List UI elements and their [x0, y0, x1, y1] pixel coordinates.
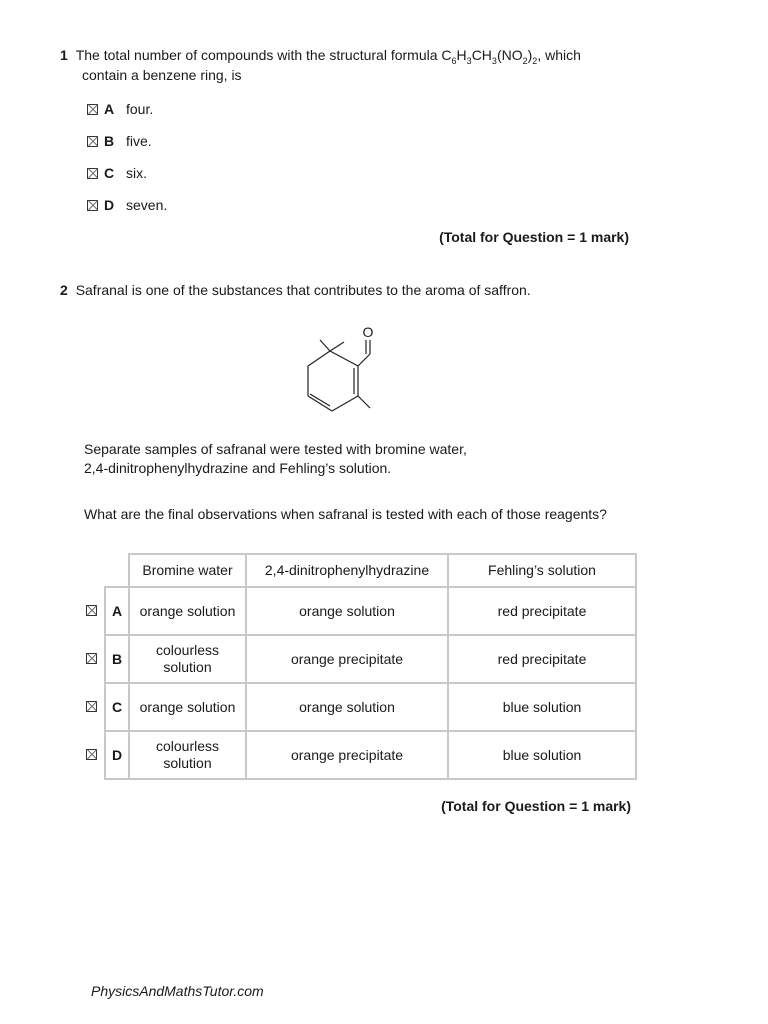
table-cell: orange solution: [129, 683, 246, 731]
option-letter: A: [105, 587, 129, 635]
table-cell: blue solution: [448, 683, 636, 731]
question-2-paragraph-2: What are the final observations when safranal is tested with each of those reagents?: [84, 506, 607, 522]
option-text: four.: [126, 101, 154, 117]
question-1-number: 1: [60, 47, 68, 63]
aldehyde-bond: [358, 354, 370, 366]
question-1-text-line2: contain a benzene ring, is: [82, 67, 242, 83]
paragraph-line: Separate samples of safranal were tested with bromine water,: [84, 441, 467, 457]
table-cell: orange precipitate: [246, 635, 448, 683]
question-2-paragraph-1: [84, 440, 467, 478]
table-header-row: [86, 554, 636, 587]
table-row: [86, 587, 636, 635]
table-cell: orange solution: [246, 683, 448, 731]
checkbox-icon[interactable]: [86, 653, 97, 664]
question-2-total: (Total for Question = 1 mark): [441, 798, 631, 814]
option-letter: B: [105, 635, 129, 683]
question-1-options: [87, 99, 167, 215]
table-cell: orange solution: [246, 587, 448, 635]
table-cell: orange solution: [129, 587, 246, 635]
table-cell: colourless solution: [129, 731, 246, 779]
option-text: five.: [126, 133, 152, 149]
option-1d[interactable]: [87, 195, 167, 215]
option-1a[interactable]: [87, 99, 167, 119]
table-row: [86, 731, 636, 779]
option-text: seven.: [126, 197, 168, 213]
ring-bond: [308, 351, 330, 366]
methyl-bond: [320, 340, 330, 351]
checkbox-icon[interactable]: [87, 104, 98, 115]
option-text: six.: [126, 165, 147, 181]
question-2-stem: [60, 281, 531, 300]
option-1c[interactable]: [87, 163, 167, 183]
option-letter: A: [104, 101, 115, 117]
table-cell: blue solution: [448, 731, 636, 779]
table-cell: colourless solution: [129, 635, 246, 683]
option-letter: C: [104, 165, 115, 181]
option-letter: D: [105, 731, 129, 779]
table-row: [86, 635, 636, 683]
checkbox-icon[interactable]: [87, 200, 98, 211]
ring-bond: [308, 396, 332, 411]
table-row: [86, 683, 636, 731]
question-2-text: Safranal is one of the substances that contributes to the aroma of saffron.: [75, 282, 531, 298]
footer-site-name: PhysicsAndMathsTutor.com: [91, 983, 264, 999]
ring-bond: [332, 396, 358, 411]
safranal-structure-diagram: [300, 320, 390, 420]
question-1-text: The total number of compounds with the structural formula $C_6H_3CH_3(NO_2)_2$, which: [75, 47, 581, 66]
checkbox-icon[interactable]: [87, 136, 98, 147]
methyl-bond: [358, 396, 370, 408]
checkbox-icon[interactable]: [86, 749, 97, 760]
table-cell: orange precipitate: [246, 731, 448, 779]
checkbox-icon[interactable]: [86, 605, 97, 616]
question-1-total: (Total for Question = 1 mark): [439, 229, 629, 245]
table-cell: red precipitate: [448, 587, 636, 635]
oxygen-atom-label: O: [362, 324, 374, 340]
table-cell: red precipitate: [448, 635, 636, 683]
table-header-cell: Fehling’s solution: [448, 554, 636, 587]
option-letter: B: [104, 133, 115, 149]
paragraph-line: 2,4-dinitrophenylhydrazine and Fehling’s solution.: [84, 460, 392, 476]
methyl-bond: [330, 342, 344, 351]
observations-table: [86, 553, 637, 780]
table-header-cell: 2,4-dinitrophenylhydrazine: [246, 554, 448, 587]
question-2-number: 2: [60, 282, 68, 298]
option-letter: D: [104, 197, 115, 213]
option-letter: C: [105, 683, 129, 731]
ring-bond: [330, 351, 358, 366]
checkbox-icon[interactable]: [86, 701, 97, 712]
option-1b[interactable]: [87, 131, 167, 151]
checkbox-icon[interactable]: [87, 168, 98, 179]
table-header-cell: Bromine water: [129, 554, 246, 587]
